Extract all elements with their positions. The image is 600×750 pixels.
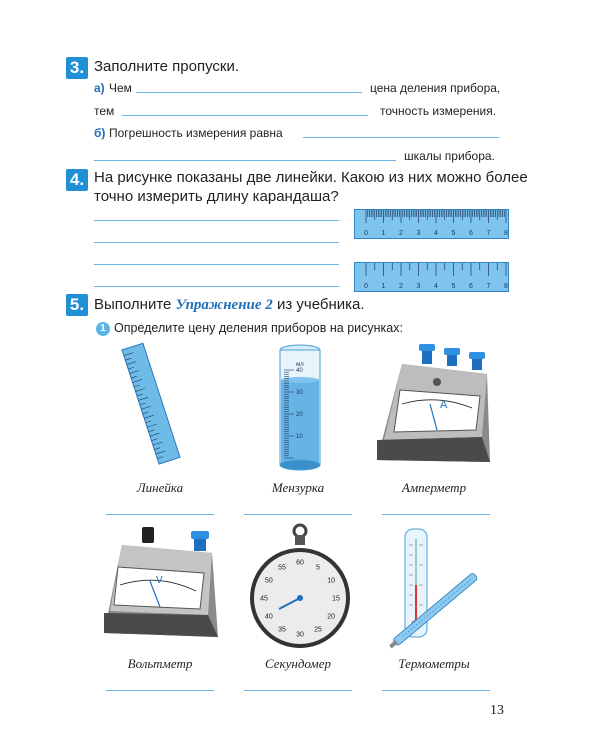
- caption-voltmeter: Вольтметр: [127, 656, 193, 671]
- answer-line[interactable]: [94, 220, 339, 221]
- ruler-tick-label: 4: [434, 283, 438, 290]
- task3-a-text4: точность измерения.: [380, 104, 497, 118]
- caption-ammeter: Амперметр: [401, 480, 467, 495]
- cylinder-unit: мл: [296, 362, 304, 368]
- stopwatch-illustration: [245, 523, 355, 653]
- caption-stopwatch: Секундомер: [265, 656, 331, 671]
- task3-b-label: б): [94, 126, 106, 140]
- stopwatch-number: 60: [296, 559, 304, 567]
- task4-number: 4.: [66, 169, 88, 191]
- ruler-coarse-scale: [354, 262, 509, 292]
- voltmeter-illustration: [100, 525, 225, 650]
- answer-line[interactable]: [244, 514, 352, 515]
- answer-line[interactable]: [382, 690, 490, 691]
- ruler-tick-label: 5: [451, 283, 456, 290]
- ruler-fine-scale: [354, 209, 509, 239]
- ruler-tick-label: 6: [469, 230, 473, 237]
- answer-line[interactable]: [303, 137, 499, 138]
- task3-number: 3.: [66, 57, 88, 79]
- task4-title-line1: На рисунке показаны две линейки. Какою из них можно более: [94, 169, 528, 186]
- ruler-illustration: [110, 340, 210, 475]
- stopwatch-number: 40: [264, 613, 273, 621]
- task5-exercise-link[interactable]: Упражнение 2: [175, 297, 273, 313]
- caption-thermometers: Термометры: [398, 656, 470, 671]
- stopwatch-number: 20: [327, 613, 336, 621]
- stopwatch-number: 45: [260, 595, 268, 603]
- answer-line[interactable]: [94, 160, 396, 161]
- cylinder-scale-label: 30: [296, 390, 303, 396]
- ruler-tick-label: 7: [486, 230, 491, 237]
- task5-number: 5.: [66, 294, 88, 316]
- voltmeter-letter: V: [156, 575, 163, 586]
- task3-a-text2: цена деления прибора,: [370, 81, 501, 95]
- ruler-tick-label: 3: [416, 283, 421, 290]
- task3-a-text3: тем: [94, 104, 115, 118]
- task3-title: Заполните пропуски.: [94, 58, 240, 75]
- caption-cylinder: Мензурка: [271, 480, 325, 495]
- caption-ruler: Линейка: [136, 480, 184, 495]
- stopwatch-number: 55: [278, 564, 286, 572]
- task3-b-text2: шкалы прибора.: [404, 149, 495, 163]
- ruler-tick-label: 4: [434, 230, 438, 237]
- task3-a-label: а): [94, 81, 105, 95]
- answer-line[interactable]: [94, 286, 339, 287]
- stopwatch-number: 50: [264, 577, 273, 585]
- stopwatch-number: 30: [296, 631, 304, 639]
- answer-line[interactable]: [94, 242, 339, 243]
- ruler-tick-label: 0: [364, 230, 368, 237]
- task3-b-text1: Погрешность измерения равна: [109, 126, 283, 140]
- page-number: 13: [490, 703, 504, 718]
- stopwatch-number: 5: [316, 564, 320, 572]
- cylinder-illustration: [270, 340, 330, 475]
- stopwatch-number: 10: [327, 577, 336, 585]
- cylinder-scale-label: 40: [296, 368, 303, 374]
- answer-line[interactable]: [106, 690, 214, 691]
- ruler-tick-label: 1: [381, 283, 386, 290]
- ruler-tick-label: 0: [364, 283, 368, 290]
- answer-line[interactable]: [94, 264, 339, 265]
- task4-title-line2: точно измерить длину карандаша?: [94, 188, 339, 205]
- ruler-tick-label: 3: [416, 230, 421, 237]
- ruler-tick-label: 5: [451, 230, 456, 237]
- task3-a-text1: Чем: [109, 81, 132, 95]
- cylinder-scale-label: 10: [296, 434, 303, 440]
- subtask-number: 1: [96, 322, 110, 336]
- ruler-tick-label: 1: [381, 230, 386, 237]
- stopwatch-number: 25: [314, 626, 322, 634]
- answer-line[interactable]: [244, 690, 352, 691]
- ruler-tick-label: 7: [486, 283, 491, 290]
- ruler-tick-label: 6: [469, 283, 473, 290]
- answer-line[interactable]: [122, 115, 368, 116]
- ammeter-letter: A: [440, 399, 448, 411]
- cylinder-scale-label: 20: [296, 412, 303, 418]
- task5-text-before: Выполните: [94, 296, 172, 313]
- ruler-tick-label: 8: [504, 283, 508, 290]
- ammeter-illustration: [372, 342, 497, 477]
- ruler-tick-label: 2: [399, 283, 403, 290]
- task5-text-after: из учебника.: [276, 296, 365, 313]
- ruler-tick-label: 8: [504, 230, 508, 237]
- ruler-tick-label: 2: [399, 230, 403, 237]
- subtask-text: Определите цену деления приборов на рисунках:: [114, 321, 403, 335]
- stopwatch-number: 15: [332, 595, 340, 603]
- answer-line[interactable]: [136, 92, 362, 93]
- thermometers-illustration: [385, 525, 495, 650]
- answer-line[interactable]: [106, 514, 214, 515]
- stopwatch-number: 35: [278, 626, 286, 634]
- answer-line[interactable]: [382, 514, 490, 515]
